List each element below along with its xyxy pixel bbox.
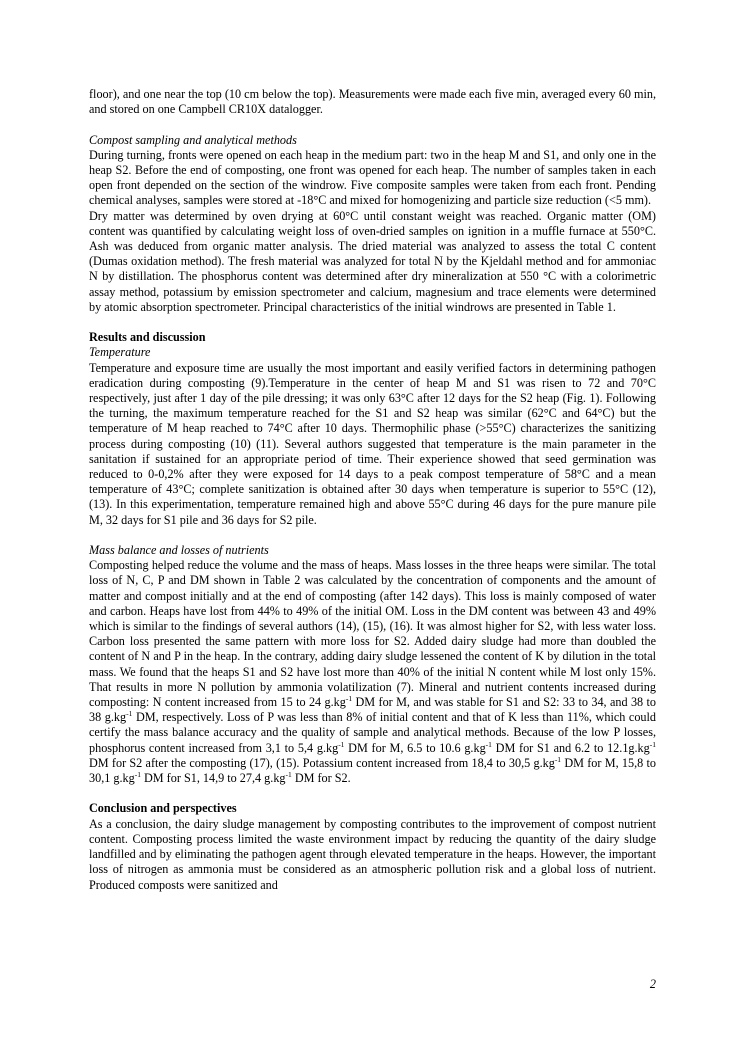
unit-exponent: -1 [134,770,141,780]
unit-exponent: -1 [126,709,133,719]
mass-text-5: DM for S1 and 6.2 to 12.1g.kg [491,740,650,755]
conclusion-paragraph: As a conclusion, the dairy sludge management by composting contributes to the improvement of compost nutrient content. Composting process limited the waste environment impact by reducing the quantity of the dairy sludge landfilled and by eliminating the pathogen agent through elevated temperature in the heaps. However, the important loss of nitrogen as ammonia must be considered as an atmospheric pollution risk and a global loss of nutrient. Produced composts were sanitized and [89,816,656,892]
mass-text-7: DM for M, 15,8 to 30,1 g.kg [89,755,656,786]
compost-sampling-heading: Compost sampling and analytical methods [89,132,297,147]
unit-exponent: -1 [338,739,345,749]
mass-text-3: DM, respectively. Loss of P was less than 8% of initial content and that of K less than 11%, which could certify the mass balance accuracy and the quality of sample and analytical methods. Because of the low P losses, phosphorus content increased from 3,1 to 5,4 g.kg [89,710,657,755]
mass-text-6: DM for S2 after the composting (17), (15). Potassium content increased from 18,4 to 30,5 g.kg [89,755,555,770]
temperature-heading: Temperature [89,345,151,360]
compost-sampling-paragraph-2: Dry matter was determined by oven drying at 60°C until constant weight was reached. Organic matter (OM) content was quantified by calculating weight loss of oven-dried samples on ignition in a muffle furnace at 550°C. Ash was deduced from organic matter analysis. The dried material was analyzed to assess the total C content (Dumas oxidation method). The fresh material was analyzed for total N by the Kjeldahl method and for ammoniac N by distillation. The phosphorus content was determined after dry mineralization at 550 °C with a colorimetric assay method, potassium by emission spectrometer and calcium, magnesium and trace elements were determined by atomic absorption spectrometer. Principal characteristics of the initial windrows are presented in Table 1. [89,208,656,314]
mass-text-2: DM for M, and was stable for S1 and S2: 33 to 34, and 38 to 38 g.kg [89,695,656,725]
mass-text-9: DM for S2. [291,771,351,786]
unit-exponent: -1 [285,770,292,780]
mass-balance-paragraph [89,558,656,786]
page-body [89,87,656,893]
intro-paragraph: floor), and one near the top (10 cm below the top). Measurements were made each five min, averaged every 60 min, and stored on one Campbell CR10X datalogger. [89,87,656,117]
unit-exponent: -1 [345,694,353,704]
mass-text-1: Composting helped reduce the volume and the mass of heaps. Mass losses in the three heaps were similar. The total loss of N, C, P and DM shown in Table 2 was calculated by the concentration of components and the amount of matter and compost initially and at the end of composting (after 142 days). This loss is mainly composed of water and carbon. Heaps have lost from 44% to 49% of the initial OM. Loss in the DM content was between 43 and 49% which is similar to the findings of several authors (14), (15), (16). It was almost higher for S2, with less water loss. Carbon loss presented the same pattern with more loss for S2. Added dairy sludge had more than doubled the content of N and P in the heap. In the contrary, adding dairy sludge lessened the content of K by dilution in the total mass. We found that the heaps S1 and S2 have lost more than 40% of the initial N content while M lost only 15%. That results in more N pollution by ammonia volatilization (7). Mineral and nutrient contents increased during composting: N content increased from 15 to 24 g.kg [89,558,656,710]
unit-exponent: -1 [485,739,492,749]
conclusion-heading: Conclusion and perspectives [89,801,237,816]
temperature-paragraph: Temperature and exposure time are usually the most important and easily verified factors in determining pathogen eradication during composting (9).Temperature in the center of heap M and S1 was risen to 72 and 70°C respectively, just after 1 day of the pile dressing; it was only 63°C after 12 days for the S2 heap (Fig. 1). Following the turning, the maximum temperature reached for the S1 and S2 heap was similar (62°C and 64°C) but the temperature of M heap reached to 74°C after 10 days. Thermophilic phase (>55°C) characterizes the sanitizing process during composting (10) (11). Several authors suggested that temperature is the main parameter in the sanitation if sustained for an appropriate period of time. Their experience showed that seed germination was reduced to 0-0,2% after they were exposed for 14 days to a peak compost temperature of 58°C and a mean temperature of 43°C; complete sanitization is obtained after 30 days when temperature is superior to 55°C (12), (13). In this experimentation, temperature remained high and above 55°C during 46 days for the pure manure pile M, 32 days for S1 pile and 36 days for S2 pile. [89,360,656,527]
unit-exponent: -1 [649,739,656,749]
compost-sampling-paragraph-1: During turning, fronts were opened on each heap in the medium part: two in the heap M and S1, and only one in the heap S2. Before the end of composting, one front was opened for each heap. The number of samples taken in each open front depended on the section of the windrow. Five composite samples were taken from each front. Pending chemical analyses, samples were stored at -18°C and mixed for homogenizing and particle size reduction (<5 mm). [89,147,656,208]
mass-text-4: DM for M, 6.5 to 10.6 g.kg [344,740,486,755]
results-heading: Results and discussion [89,330,206,345]
mass-balance-heading: Mass balance and losses of nutrients [89,543,269,558]
unit-exponent: -1 [554,754,562,764]
page-number: 2 [649,977,656,991]
mass-text-8: DM for S1, 14,9 to 27,4 g.kg [140,771,286,786]
